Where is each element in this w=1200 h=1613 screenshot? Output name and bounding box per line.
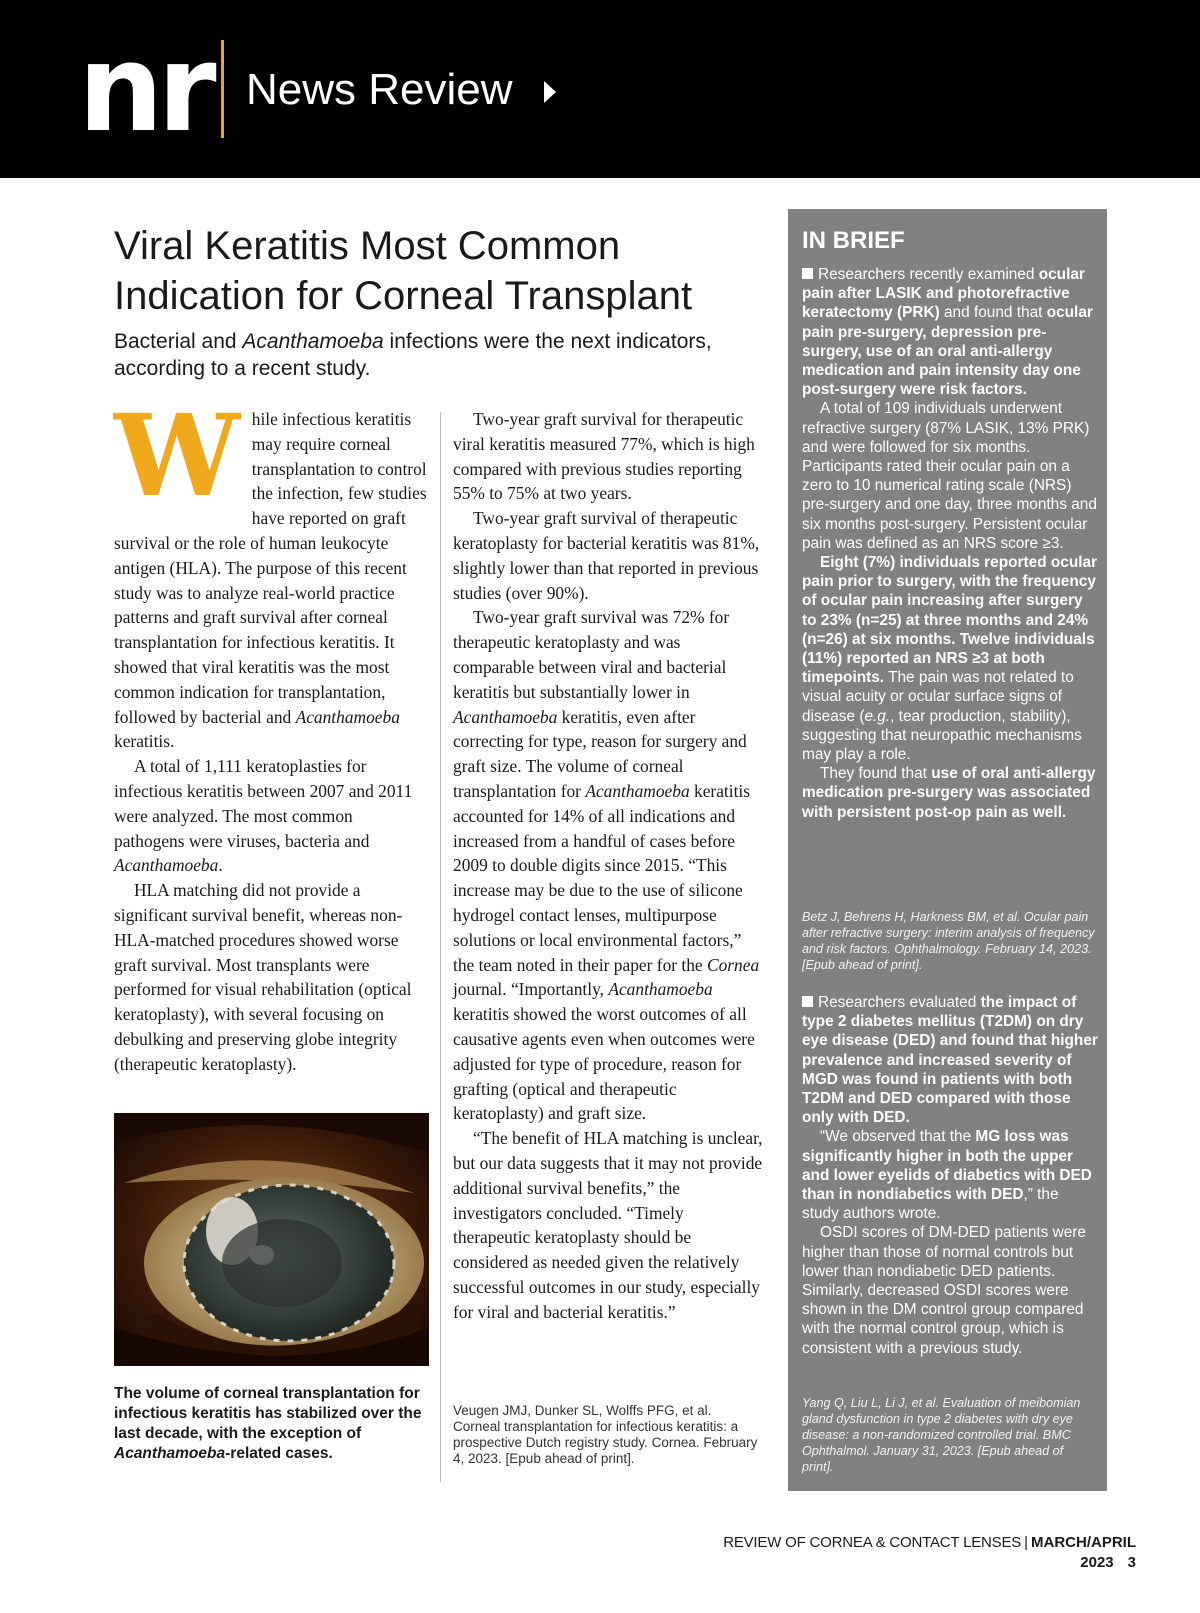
article-column-2 — [453, 407, 765, 1324]
body-text: Two-year graft survival was 72% for therapeutic keratoplasty and was comparable between viral and bacterial keratitis but substantially lower in — [453, 607, 730, 702]
brief-text: ,” the study authors wrote. — [802, 1186, 1059, 1223]
brief-bold: ocular pain pre-surgery, depression pre-surgery, use of an oral anti-allergy medication and pain intensity day one post-surgery were risk factors. — [802, 304, 1093, 399]
brief-bold: Eight (7%) individuals reported ocular pain prior to surgery, with the frequency of ocular pain increasing after surgery to 23% (n=25) at three months and 24% (n=26) at six months. Twelve individuals (11%) reported an NRS ≥3 at both timepoints. — [802, 554, 1098, 687]
article-column-1 — [114, 391, 427, 1077]
caption-text: The volume of corneal transplantation for infectious keratitis has stabilized over the last decade, with the exception of — [114, 1385, 422, 1442]
square-bullet-icon — [802, 996, 813, 1007]
body-italic: Cornea — [707, 954, 760, 975]
body-paragraph: Two-year graft survival for therapeutic viral keratitis measured 77%, which is high compared with previous studies reporting 55% to 75% at two years. — [453, 409, 755, 504]
brief-text: The pain was not related to visual acuity or ocular surface signs of disease ( — [802, 669, 1074, 725]
in-brief-title: IN BRIEF — [802, 227, 905, 254]
brief-paragraph — [802, 553, 1098, 764]
brief-paragraph — [802, 1127, 1098, 1223]
brief-bold: MG loss was significantly higher in both the upper and lower eyelids of diabetics with DED than in nondiabetics with DED — [802, 1128, 1092, 1204]
logo-divider — [221, 40, 224, 138]
caption-italic: Acanthamoeba — [114, 1445, 226, 1462]
headline-line-2: Indication for Corneal Transplant — [114, 274, 693, 318]
publication-name: REVIEW OF CORNEA & CONTACT LENSES — [723, 1534, 1022, 1551]
deck-text-end: infections were the next indicators, according to a recent study. — [114, 330, 712, 380]
body-text: keratitis, even after correcting for type, reason for surgery and graft size. The volume of corneal transplantation for — [453, 706, 747, 801]
eye-photo — [114, 1113, 429, 1366]
body-italic: Acanthamoeba — [114, 855, 219, 876]
article-deck — [114, 328, 754, 382]
body-italic: Acanthamoeba — [608, 979, 713, 1000]
body-text: keratitis accounted for 14% of all indications and increased from a handful of cases before 2009 to double digits since 2015. “This increase may be due to the use of silicone hydrogel contact lenses, multipurpose solutions or local environmental factors,” the team noted in their paper for the — [453, 780, 751, 975]
deck-italic: Acanthamoeba — [242, 330, 384, 353]
brief-item-2 — [802, 993, 1098, 1358]
photo-caption — [114, 1384, 429, 1464]
brief-reference-2: Yang Q, Liu L, Li J, et al. Evaluation of meibomian gland dysfunction in type 2 diabetes with dry eye disease: a non-randomized controlled trial. BMC Ophthalmol. January 31, 2023. [Epub ahead of print]. — [802, 1396, 1081, 1474]
corneal-transplant-image — [114, 1113, 429, 1366]
brief-item-1 — [802, 265, 1098, 822]
brief-paragraph — [802, 265, 1098, 399]
brief-paragraph: OSDI scores of DM-DED patients were higher than those of normal controls but lower than nondiabetic DED patients. Similarly, decreased OSDI scores were shown in the DM control group compared with the normal control group, which is consistent with a previous study. — [802, 1224, 1086, 1357]
body-paragraph — [114, 391, 427, 754]
in-brief-sidebar — [788, 209, 1107, 1491]
body-text: keratitis. — [114, 731, 175, 752]
caption-text: -related cases. — [225, 1445, 333, 1462]
deck-text: Bacterial and — [114, 330, 243, 353]
brief-text: They found that — [820, 765, 932, 783]
body-text: hile infectious keratitis may require corneal transplantation to control the infection, few studies have reported on graft survival or the role of human leukocyte antigen (HLA). The purpose of this recent study was to analyze real-world practice patterns and graft survival after corneal transplantation for infectious keratitis. It showed that viral keratitis was the most common indication for transplantation, followed by bacterial and — [114, 409, 427, 727]
brief-bold: ocular pain after LASIK and photorefractive keratectomy (PRK) — [802, 266, 1085, 322]
page-number: 3 — [1127, 1554, 1136, 1571]
section-title: News Review — [246, 65, 513, 114]
drop-cap: W — [114, 391, 240, 522]
nr-logo: nr — [78, 20, 211, 159]
body-text: journal. “Importantly, — [453, 979, 609, 1000]
brief-text: , tear production, stability), suggesting that neuropathic mechanisms may play a role. — [802, 707, 1082, 764]
body-italic: Acanthamoeba — [453, 706, 558, 727]
article-reference: Veugen JMJ, Dunker SL, Wolffs PFG, et al. Corneal transplantation for infectious keratitis: a prospective Dutch registry study. Cornea. February 4, 2023. [Epub ahead of print]. — [453, 1403, 758, 1466]
brief-text: “We observed that the — [820, 1128, 976, 1146]
article-headline — [114, 221, 754, 321]
headline-line-1: Viral Keratitis Most Common — [114, 224, 621, 268]
body-italic: Acanthamoeba — [585, 780, 690, 801]
body-paragraph: HLA matching did not provide a significant survival benefit, whereas non-HLA-matched procedures showed worse graft survival. Most transplants were performed for visual rehabilitation (optical keratoplasty), with several focusing on debulking and preserving globe integrity (therapeutic keratoplasty). — [114, 880, 412, 1074]
issue-date: MARCH/APRIL 2023 — [1031, 1534, 1136, 1571]
brief-bold: use of oral anti-allergy medication pre-surgery was associated with persistent post-op pain as well. — [802, 765, 1096, 821]
brief-text: Researchers recently examined — [818, 266, 1039, 283]
brief-text: and found that — [939, 304, 1047, 322]
body-paragraph: “The benefit of HLA matching is unclear, but our data suggests that it may not provide additional survival benefits,” the investigators concluded. “Timely therapeutic keratoplasty should be considered as needed given the relatively successful outcomes in our study, especially for viral and bacterial keratitis.” — [453, 1128, 763, 1322]
brief-paragraph — [802, 993, 1098, 1127]
brief-paragraph — [802, 764, 1098, 822]
body-italic: Acanthamoeba — [295, 706, 400, 727]
column-divider — [440, 412, 441, 1482]
page-footer — [695, 1533, 1136, 1573]
masthead — [0, 0, 1200, 178]
brief-bold: the impact of type 2 diabetes mellitus (T2DM) on dry eye disease (DED) and found that higher prevalence and increased severity of MGD was found in patients with both T2DM and DED compared with those only with DED. — [802, 994, 1098, 1127]
body-paragraph: Two-year graft survival of therapeutic keratoplasty for bacterial keratitis was 81%, slightly lower than that reported in previous studies (over 90%). — [453, 508, 760, 603]
footer-separator: | — [1024, 1534, 1028, 1551]
brief-italic: e.g. — [864, 707, 891, 725]
body-text: keratitis showed the worst outcomes of all causative agents even when outcomes were adjusted for type of procedure, reason for grafting (optical and therapeutic keratoplasty) and graft size. — [453, 1004, 755, 1124]
body-paragraph — [453, 605, 765, 1126]
brief-text: Researchers evaluated — [818, 994, 981, 1011]
body-text: A total of 1,111 keratoplasties for infectious keratitis between 2007 and 2011 were analyzed. The most common pathogens were viruses, bacteria and — [114, 756, 413, 851]
play-arrow-icon — [544, 81, 556, 103]
brief-reference-1: Betz J, Behrens H, Harkness BM, et al. Ocular pain after refractive surgery: interim analysis of frequency and risk factors. Ophthalmology. February 14, 2023. [Epub ahead of print]. — [802, 910, 1095, 972]
square-bullet-icon — [802, 268, 813, 279]
brief-paragraph: A total of 109 individuals underwent refractive surgery (87% LASIK, 13% PRK) and were followed for six months. Participants rated their ocular pain on a zero to 10 numerical rating scale (NRS) pre-surgery and one day, three months and six months post-surgery. Persistent ocular pain was defined as an NRS score ≥3. — [802, 400, 1097, 552]
body-paragraph — [114, 754, 427, 878]
body-text: . — [218, 855, 223, 876]
